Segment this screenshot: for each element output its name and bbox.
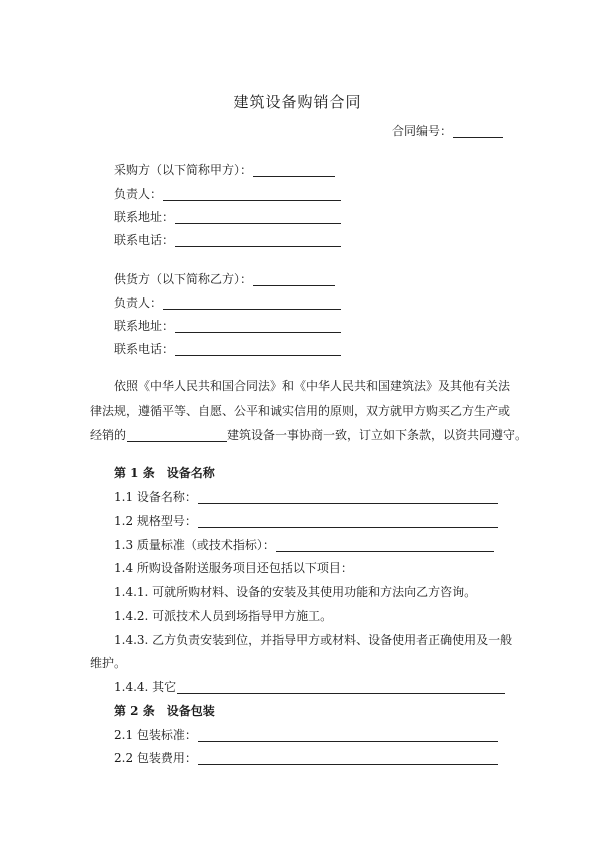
item-1-3-blank[interactable] bbox=[276, 539, 494, 552]
buyer-address-row bbox=[114, 210, 341, 224]
item-1-4-4-label: 1.4.4. 其它 bbox=[114, 680, 177, 694]
item-1-3-label: 1.3 质量标准（或技术指标）： bbox=[114, 538, 275, 552]
supplier-address-label: 联系地址： bbox=[114, 319, 175, 333]
item-2-1-label: 2.1 包装标准： bbox=[114, 728, 197, 742]
item-2-2-row bbox=[114, 751, 498, 765]
supplier-address-row bbox=[114, 319, 341, 333]
item-1-4-3-line1: 1.4.3. 乙方负责安装到位，并指导甲方或材料、设备使用者正确使用及一般 bbox=[114, 633, 513, 647]
buyer-name-row bbox=[114, 163, 335, 177]
contract-number-blank[interactable] bbox=[453, 125, 503, 138]
article-1-heading: 第 1 条 设备名称 bbox=[114, 466, 215, 480]
item-1-1-row bbox=[114, 490, 498, 504]
supplier-name-blank[interactable] bbox=[253, 273, 335, 286]
buyer-person-blank[interactable] bbox=[163, 188, 341, 201]
item-1-3-row bbox=[114, 538, 494, 552]
item-1-2-row bbox=[114, 514, 498, 528]
intro-line-3 bbox=[90, 428, 527, 442]
item-1-4: 1.4 所购设备附送服务项目还包括以下项目： bbox=[114, 561, 353, 575]
buyer-phone-row bbox=[114, 233, 341, 247]
intro-line-3-post: 建筑设备一事协商一致，订立如下条款，以资共同遵守。 bbox=[227, 428, 528, 442]
item-2-2-blank[interactable] bbox=[198, 752, 498, 765]
supplier-address-blank[interactable] bbox=[175, 320, 341, 333]
item-1-4-4-blank[interactable] bbox=[177, 681, 505, 694]
contract-number-label: 合同编号： bbox=[392, 124, 453, 138]
buyer-header-label: 采购方（以下简称甲方）： bbox=[114, 163, 253, 177]
buyer-person-row bbox=[114, 187, 341, 201]
item-1-4-1: 1.4.1. 可就所购材料、设备的安装及其使用功能和方法向乙方咨询。 bbox=[114, 585, 477, 599]
supplier-header-label: 供货方（以下简称乙方）： bbox=[114, 272, 253, 286]
item-1-2-label: 1.2 规格型号： bbox=[114, 514, 197, 528]
intro-line-2: 律法规，遵循平等、自愿、公平和诚实信用的原则，双方就甲方购买乙方生产或 bbox=[90, 404, 511, 418]
item-2-1-row bbox=[114, 728, 498, 742]
item-1-2-blank[interactable] bbox=[198, 515, 498, 528]
supplier-person-blank[interactable] bbox=[163, 297, 341, 310]
item-1-1-label: 1.1 设备名称： bbox=[114, 490, 197, 504]
contract-title: 建筑设备购销合同 bbox=[233, 93, 362, 111]
supplier-name-row bbox=[114, 272, 335, 286]
buyer-phone-label: 联系电话： bbox=[114, 233, 175, 247]
supplier-phone-blank[interactable] bbox=[175, 343, 341, 356]
intro-line-1: 依照《中华人民共和国合同法》和《中华人民共和国建筑法》及其他有关法 bbox=[114, 379, 511, 393]
supplier-phone-label: 联系电话： bbox=[114, 342, 175, 356]
item-2-2-label: 2.2 包装费用： bbox=[114, 751, 197, 765]
item-1-4-2: 1.4.2. 可派技术人员到场指导甲方施工。 bbox=[114, 609, 333, 623]
buyer-address-label: 联系地址： bbox=[114, 210, 175, 224]
buyer-address-blank[interactable] bbox=[175, 211, 341, 224]
intro-line-3-pre: 经销的 bbox=[90, 428, 127, 442]
item-2-1-blank[interactable] bbox=[198, 729, 498, 742]
buyer-person-label: 负责人： bbox=[114, 187, 163, 201]
article-2-heading: 第 2 条 设备包装 bbox=[114, 704, 215, 718]
item-1-4-4-row bbox=[114, 680, 505, 694]
buyer-phone-blank[interactable] bbox=[175, 234, 341, 247]
supplier-person-label: 负责人： bbox=[114, 296, 163, 310]
supplier-person-row bbox=[114, 296, 341, 310]
contract-number-row bbox=[392, 124, 503, 138]
buyer-name-blank[interactable] bbox=[253, 164, 335, 177]
product-blank[interactable] bbox=[127, 429, 227, 442]
supplier-phone-row bbox=[114, 342, 341, 356]
item-1-1-blank[interactable] bbox=[198, 491, 498, 504]
item-1-4-3-line2: 维护。 bbox=[90, 656, 127, 670]
